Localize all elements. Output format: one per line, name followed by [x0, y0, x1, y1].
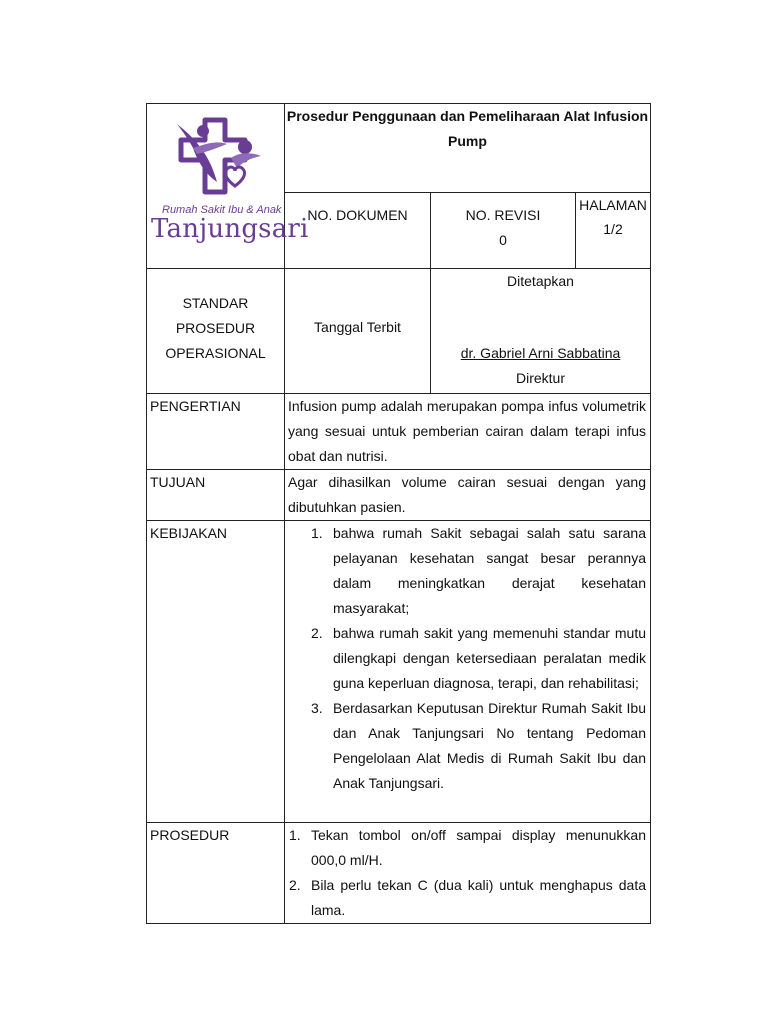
- no-dokumen-label: NO. DOKUMEN: [307, 207, 408, 224]
- list-item: 1. bahwa rumah Sakit sebagai salah satu sarana pelayanan kesehatan sangat besar perannya dalam meningkatkan derajat kesehatan masyarakat;: [311, 525, 646, 616]
- pengertian-label: PENGERTIAN: [150, 398, 241, 414]
- kebijakan-list: [285, 521, 650, 796]
- list-item: 3. Berdasarkan Keputusan Direktur Rumah Sakit Ibu dan Anak Tanjungsari No tentang Pedoman Pengelolaan Alat Medis di Rumah Sakit Ibu dan Anak Tanjungsari.: [311, 700, 646, 791]
- pengertian-label-cell: [147, 394, 285, 470]
- pengertian-text-cell: [285, 394, 651, 470]
- signatory-name: dr. Gabriel Arni Sabbatina: [460, 345, 621, 361]
- halaman-cell: [576, 193, 651, 269]
- signatory-title: Direktur: [515, 370, 565, 386]
- halaman-value: 1/2: [603, 221, 623, 238]
- hospital-logo: [147, 104, 309, 268]
- sop-label-cell: [147, 269, 285, 394]
- tujuan-text: Agar dihasilkan volume cairan sesuai dengan yang dibutuhkan pasien.: [288, 474, 646, 515]
- prosedur-label: PROSEDUR: [150, 827, 230, 843]
- logo-hospital-type: Rumah Sakit Ibu & Anak: [162, 204, 282, 216]
- logo-hospital-name: Tanjungsari: [151, 214, 309, 244]
- tanggal-terbit-label: Tanggal Terbit: [314, 319, 401, 335]
- kebijakan-label-cell: [147, 521, 285, 823]
- ditetapkan-label: Ditetapkan: [507, 273, 574, 289]
- logo-cell: [147, 104, 309, 269]
- tanggal-terbit-cell: [285, 269, 431, 394]
- no-revisi-value: 0: [499, 232, 507, 249]
- prosedur-list-cell: [285, 823, 651, 924]
- sop-table: [146, 103, 651, 924]
- tujuan-label: TUJUAN: [150, 474, 206, 490]
- list-item: 2. bahwa rumah sakit yang memenuhi standar mutu dilengkapi dengan ketersediaan peralatan medik guna keperluan diagnosa, terapi, dan rehabilitasi;: [311, 625, 646, 691]
- cross-mother-child-heart-icon: [147, 104, 285, 214]
- sop-label: STANDAR PROSEDUR OPERASIONAL: [165, 295, 266, 361]
- no-revisi-cell: [431, 193, 576, 269]
- document-title: Prosedur Penggunaan dan Pemeliharaan Alat Infusion Pump: [285, 104, 651, 193]
- prosedur-label-cell: [147, 823, 285, 924]
- sop-document: [146, 103, 650, 921]
- kebijakan-list-cell: [285, 521, 651, 823]
- ditetapkan-cell: [431, 269, 651, 394]
- kebijakan-label: KEBIJAKAN: [150, 525, 228, 541]
- halaman-label: HALAMAN: [579, 197, 647, 214]
- tujuan-label-cell: [147, 470, 285, 521]
- no-revisi-label: NO. REVISI: [465, 207, 541, 224]
- tujuan-text-cell: [285, 470, 651, 521]
- prosedur-list: [285, 823, 650, 923]
- pengertian-text: Infusion pump adalah merupakan pompa infus volumetrik yang sesuai untuk pemberian cairan dalam terapi infus obat dan nutrisi.: [288, 398, 646, 464]
- list-item: 1. Tekan tombol on/off sampai display menunukkan 000,0 ml/H.: [289, 827, 646, 868]
- list-item: 2. Bila perlu tekan C (dua kali) untuk menghapus data lama.: [289, 877, 646, 918]
